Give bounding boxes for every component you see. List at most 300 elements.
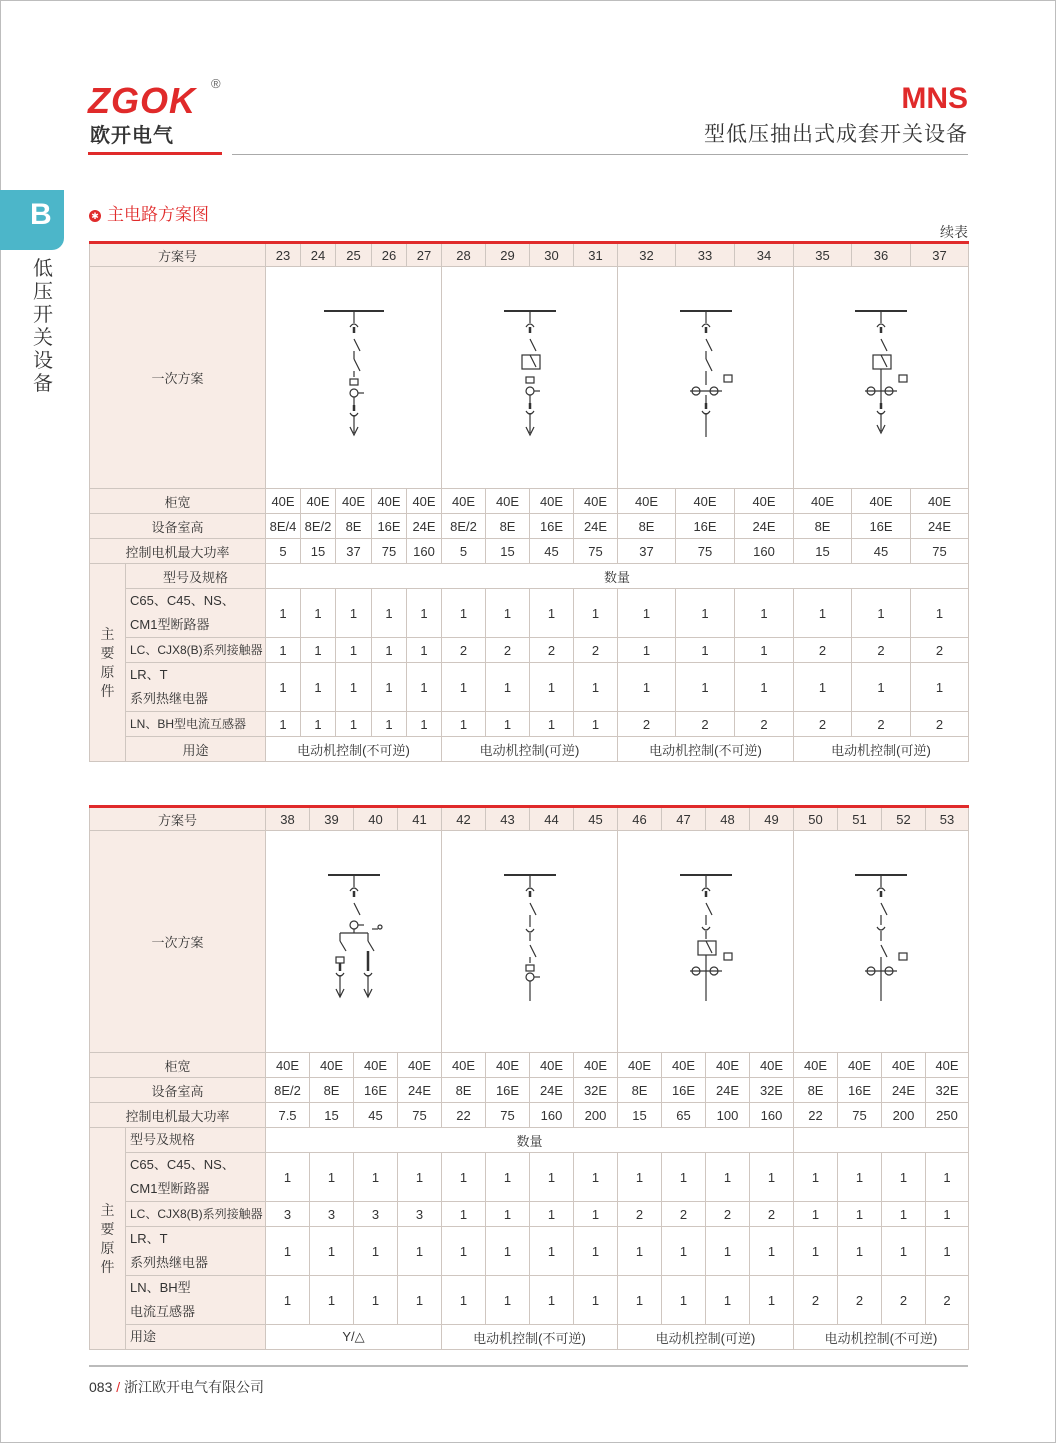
- scheme-no: 49: [750, 807, 794, 831]
- relay-qty: 1: [750, 1227, 794, 1276]
- contactor-qty: 1: [574, 1202, 618, 1227]
- breaker-qty: 1: [336, 589, 372, 638]
- scheme-table-1: [89, 241, 969, 762]
- ct-label: LN、BH型 电流互感器: [126, 1276, 266, 1325]
- scheme-no-label: 方案号: [90, 243, 266, 267]
- relay-qty: 1: [372, 663, 407, 712]
- room-height: 8E/2: [301, 514, 336, 539]
- room-height: 8E: [618, 514, 676, 539]
- cabinet-width: 40E: [882, 1053, 926, 1078]
- relay-qty: 1: [574, 663, 618, 712]
- max-power: 37: [618, 539, 676, 564]
- breaker-qty: 1: [574, 589, 618, 638]
- ct-qty: 2: [882, 1276, 926, 1325]
- relay-qty: 1: [486, 1227, 530, 1276]
- contactor-qty: 1: [794, 1202, 838, 1227]
- relay-qty: 1: [442, 1227, 486, 1276]
- cabinet-width: 40E: [794, 1053, 838, 1078]
- breaker-qty: 1: [750, 1153, 794, 1202]
- scheme-no: 41: [398, 807, 442, 831]
- contactor-qty: 1: [372, 638, 407, 663]
- room-height: 8E/2: [266, 1078, 310, 1103]
- page-number: 083: [89, 1379, 113, 1395]
- relay-qty: 1: [407, 663, 442, 712]
- contactor-qty: 1: [442, 1202, 486, 1227]
- room-height: 24E: [574, 514, 618, 539]
- relay-qty: 1: [301, 663, 336, 712]
- circuit-diagram-icon: [821, 867, 941, 1017]
- relay-qty: 1: [398, 1227, 442, 1276]
- room-height: 8E: [310, 1078, 354, 1103]
- breaker-qty: 1: [372, 589, 407, 638]
- cabinet-width: 40E: [852, 489, 911, 514]
- room-height: 16E: [530, 514, 574, 539]
- circuit-diagram-icon: [821, 303, 941, 453]
- room-height: 24E: [706, 1078, 750, 1103]
- circuit-diagram-h: [794, 831, 969, 1053]
- ct-qty: 2: [926, 1276, 969, 1325]
- contactor-qty: 1: [618, 638, 676, 663]
- usage-label: 用途: [126, 1325, 266, 1350]
- breaker-qty: 1: [882, 1153, 926, 1202]
- ct-qty: 1: [398, 1276, 442, 1325]
- scheme-no: 33: [676, 243, 735, 267]
- cabinet-width: 40E: [926, 1053, 969, 1078]
- contactor-qty: 1: [676, 638, 735, 663]
- cabinet-width: 40E: [301, 489, 336, 514]
- quantity-label: 数量: [266, 1128, 794, 1153]
- breaker-qty: 1: [310, 1153, 354, 1202]
- room-height: 32E: [574, 1078, 618, 1103]
- relay-qty: 1: [574, 1227, 618, 1276]
- scheme-no: 29: [486, 243, 530, 267]
- ct-qty: 1: [442, 1276, 486, 1325]
- relay-qty: 1: [794, 1227, 838, 1276]
- contactor-qty: 1: [926, 1202, 969, 1227]
- usage-value: 电动机控制(可逆): [794, 737, 969, 762]
- room-height: 24E: [882, 1078, 926, 1103]
- ct-qty: 1: [301, 712, 336, 737]
- breaker-qty: 1: [442, 1153, 486, 1202]
- contactor-qty: 1: [486, 1202, 530, 1227]
- cabinet-width: 40E: [266, 1053, 310, 1078]
- breaker-qty: 1: [662, 1153, 706, 1202]
- relay-qty: 1: [530, 663, 574, 712]
- ct-qty: 1: [266, 712, 301, 737]
- scheme-no: 37: [911, 243, 969, 267]
- max-power: 7.5: [266, 1103, 310, 1128]
- product-model: MNS: [901, 82, 968, 115]
- max-power: 15: [618, 1103, 662, 1128]
- cabinet-width: 40E: [530, 1053, 574, 1078]
- breaker-label: C65、C45、NS、 CM1型断路器: [126, 1153, 266, 1202]
- relay-label: LR、T 系列热继电器: [126, 663, 266, 712]
- max-power: 45: [530, 539, 574, 564]
- room-height: 16E: [486, 1078, 530, 1103]
- scheme-no: 48: [706, 807, 750, 831]
- breaker-qty: 1: [486, 589, 530, 638]
- max-power: 75: [486, 1103, 530, 1128]
- circuit-diagram-icon: [294, 303, 414, 453]
- max-power: 75: [911, 539, 969, 564]
- cabinet-width: 40E: [398, 1053, 442, 1078]
- registered-mark: ®: [211, 76, 221, 91]
- ct-qty: 1: [662, 1276, 706, 1325]
- relay-qty: 1: [706, 1227, 750, 1276]
- footer: [89, 1377, 264, 1397]
- breaker-qty: 1: [618, 1153, 662, 1202]
- room-height: 16E: [354, 1078, 398, 1103]
- scheme-no: 26: [372, 243, 407, 267]
- ct-qty: 2: [911, 712, 969, 737]
- max-power: 75: [574, 539, 618, 564]
- footer-divider: [89, 1365, 968, 1367]
- ct-qty: 2: [618, 712, 676, 737]
- ct-qty: 2: [735, 712, 794, 737]
- circuit-diagram-icon: [294, 867, 414, 1017]
- cabinet-width: 40E: [618, 489, 676, 514]
- contactor-qty: 2: [530, 638, 574, 663]
- cabinet-width: 40E: [662, 1053, 706, 1078]
- relay-qty: 1: [838, 1227, 882, 1276]
- max-power: 5: [266, 539, 301, 564]
- quantity-blank: [794, 1128, 969, 1153]
- room-height: 8E/2: [442, 514, 486, 539]
- breaker-qty: 1: [838, 1153, 882, 1202]
- circuit-diagram-g: [618, 831, 794, 1053]
- ct-qty: 1: [530, 712, 574, 737]
- scheme-no-label: 方案号: [90, 807, 266, 831]
- cabinet-width: 40E: [838, 1053, 882, 1078]
- breaker-qty: 1: [266, 1153, 310, 1202]
- cabinet-width: 40E: [676, 489, 735, 514]
- breaker-qty: 1: [794, 589, 852, 638]
- max-power: 22: [442, 1103, 486, 1128]
- continued-label: 续表: [940, 224, 968, 240]
- cabinet-width: 40E: [354, 1053, 398, 1078]
- room-height: 8E/4: [266, 514, 301, 539]
- contactor-qty: 2: [852, 638, 911, 663]
- footer-separator: /: [116, 1379, 121, 1395]
- contactor-qty: 1: [301, 638, 336, 663]
- relay-qty: 1: [794, 663, 852, 712]
- section-title: ✱ 主电路方案图: [89, 200, 209, 225]
- circuit-diagram-icon: [470, 303, 590, 453]
- cabinet-width: 40E: [735, 489, 794, 514]
- room-height: 24E: [530, 1078, 574, 1103]
- scheme-table-2: [89, 805, 969, 1350]
- scheme-no: 38: [266, 807, 310, 831]
- scheme-no: 25: [336, 243, 372, 267]
- scheme-no: 31: [574, 243, 618, 267]
- primary-scheme-label: 一次方案: [90, 267, 266, 489]
- max-power-label: 控制电机最大功率: [90, 539, 266, 564]
- circuit-diagram-icon: [470, 867, 590, 1017]
- cabinet-width: 40E: [442, 1053, 486, 1078]
- contactor-qty: 2: [662, 1202, 706, 1227]
- room-height: 16E: [852, 514, 911, 539]
- contactor-qty: 2: [618, 1202, 662, 1227]
- header-divider: [232, 154, 968, 155]
- breaker-qty: 1: [530, 1153, 574, 1202]
- cabinet-width-label: 柜宽: [90, 1053, 266, 1078]
- scheme-no: 51: [838, 807, 882, 831]
- breaker-qty: 1: [354, 1153, 398, 1202]
- relay-qty: 1: [486, 663, 530, 712]
- max-power: 22: [794, 1103, 838, 1128]
- relay-qty: 1: [926, 1227, 969, 1276]
- ct-qty: 1: [706, 1276, 750, 1325]
- section-tab-text: 低压开关设备: [33, 258, 53, 395]
- circuit-diagram-d: [794, 267, 969, 489]
- scheme-no: 50: [794, 807, 838, 831]
- breaker-qty: 1: [301, 589, 336, 638]
- max-power: 75: [838, 1103, 882, 1128]
- max-power: 65: [662, 1103, 706, 1128]
- scheme-no: 47: [662, 807, 706, 831]
- contactor-qty: 1: [266, 638, 301, 663]
- cabinet-width: 40E: [911, 489, 969, 514]
- cabinet-width: 40E: [706, 1053, 750, 1078]
- room-height: 8E: [336, 514, 372, 539]
- room-height: 24E: [407, 514, 442, 539]
- circuit-diagram-b: [442, 267, 618, 489]
- breaker-qty: 1: [486, 1153, 530, 1202]
- ct-qty: 2: [794, 712, 852, 737]
- ct-qty: 1: [486, 1276, 530, 1325]
- usage-value: 电动机控制(不可逆): [794, 1325, 969, 1350]
- contactor-qty: 2: [486, 638, 530, 663]
- relay-qty: 1: [442, 663, 486, 712]
- ct-qty: 1: [618, 1276, 662, 1325]
- quantity-label: 数量: [266, 564, 969, 589]
- max-power: 37: [336, 539, 372, 564]
- scheme-no: 44: [530, 807, 574, 831]
- breaker-qty: 1: [398, 1153, 442, 1202]
- breaker-qty: 1: [266, 589, 301, 638]
- relay-qty: 1: [266, 1227, 310, 1276]
- main-parts-label: 主要原件: [90, 564, 126, 762]
- contactor-label: LC、CJX8(B)系列接触器: [126, 1202, 266, 1227]
- scheme-no: 45: [574, 807, 618, 831]
- max-power-label: 控制电机最大功率: [90, 1103, 266, 1128]
- contactor-qty: 3: [266, 1202, 310, 1227]
- cabinet-width: 40E: [574, 489, 618, 514]
- scheme-no: 42: [442, 807, 486, 831]
- max-power: 160: [735, 539, 794, 564]
- max-power: 200: [882, 1103, 926, 1128]
- ct-qty: 2: [794, 1276, 838, 1325]
- contactor-qty: 3: [354, 1202, 398, 1227]
- room-height: 24E: [735, 514, 794, 539]
- relay-qty: 1: [618, 663, 676, 712]
- ct-label: LN、BH型电流互感器: [126, 712, 266, 737]
- breaker-qty: 1: [676, 589, 735, 638]
- scheme-no: 34: [735, 243, 794, 267]
- contactor-qty: 1: [882, 1202, 926, 1227]
- room-height: 16E: [662, 1078, 706, 1103]
- contactor-qty: 1: [838, 1202, 882, 1227]
- relay-qty: 1: [911, 663, 969, 712]
- cabinet-width: 40E: [750, 1053, 794, 1078]
- ct-qty: 2: [838, 1276, 882, 1325]
- max-power: 160: [407, 539, 442, 564]
- breaker-qty: 1: [574, 1153, 618, 1202]
- scheme-no: 53: [926, 807, 969, 831]
- max-power: 5: [442, 539, 486, 564]
- relay-qty: 1: [618, 1227, 662, 1276]
- ct-qty: 1: [407, 712, 442, 737]
- max-power: 160: [530, 1103, 574, 1128]
- room-height-label: 设备室高: [90, 514, 266, 539]
- contactor-qty: 1: [735, 638, 794, 663]
- relay-qty: 1: [310, 1227, 354, 1276]
- section-tab-letter: B: [30, 198, 52, 231]
- ct-qty: 1: [442, 712, 486, 737]
- breaker-qty: 1: [794, 1153, 838, 1202]
- company-name: 浙江欧开电气有限公司: [124, 1379, 265, 1395]
- max-power: 45: [354, 1103, 398, 1128]
- breaker-qty: 1: [852, 589, 911, 638]
- relay-label: LR、T 系列热继电器: [126, 1227, 266, 1276]
- contactor-qty: 2: [794, 638, 852, 663]
- cabinet-width: 40E: [530, 489, 574, 514]
- product-subtitle: 型低压抽出式成套开关设备: [704, 123, 968, 146]
- relay-qty: 1: [882, 1227, 926, 1276]
- contactor-qty: 3: [398, 1202, 442, 1227]
- max-power: 250: [926, 1103, 969, 1128]
- usage-value: 电动机控制(可逆): [442, 737, 618, 762]
- relay-qty: 1: [266, 663, 301, 712]
- circuit-diagram-f: [442, 831, 618, 1053]
- scheme-no: 43: [486, 807, 530, 831]
- breaker-qty: 1: [407, 589, 442, 638]
- relay-qty: 1: [530, 1227, 574, 1276]
- contactor-qty: 1: [407, 638, 442, 663]
- logo-underline: [88, 152, 222, 155]
- ct-qty: 2: [676, 712, 735, 737]
- max-power: 15: [301, 539, 336, 564]
- cabinet-width: 40E: [486, 1053, 530, 1078]
- room-height: 8E: [618, 1078, 662, 1103]
- max-power: 15: [486, 539, 530, 564]
- ct-qty: 1: [372, 712, 407, 737]
- ct-qty: 1: [486, 712, 530, 737]
- contactor-qty: 2: [750, 1202, 794, 1227]
- scheme-no: 36: [852, 243, 911, 267]
- max-power: 160: [750, 1103, 794, 1128]
- room-height: 8E: [486, 514, 530, 539]
- room-height: 24E: [398, 1078, 442, 1103]
- breaker-qty: 1: [926, 1153, 969, 1202]
- circuit-diagram-icon: [646, 867, 766, 1017]
- ct-qty: 1: [310, 1276, 354, 1325]
- relay-qty: 1: [336, 663, 372, 712]
- circuit-diagram-c: [618, 267, 794, 489]
- usage-value: 电动机控制(不可逆): [266, 737, 442, 762]
- cabinet-width: 40E: [310, 1053, 354, 1078]
- scheme-no: 23: [266, 243, 301, 267]
- breaker-qty: 1: [735, 589, 794, 638]
- max-power: 45: [852, 539, 911, 564]
- contactor-qty: 2: [706, 1202, 750, 1227]
- cabinet-width-label: 柜宽: [90, 489, 266, 514]
- breaker-qty: 1: [530, 589, 574, 638]
- cabinet-width: 40E: [407, 489, 442, 514]
- contactor-qty: 2: [911, 638, 969, 663]
- cabinet-width: 40E: [442, 489, 486, 514]
- contactor-label: LC、CJX8(B)系列接触器: [126, 638, 266, 663]
- contactor-qty: 1: [336, 638, 372, 663]
- room-height: 8E: [794, 514, 852, 539]
- relay-qty: 1: [735, 663, 794, 712]
- breaker-qty: 1: [911, 589, 969, 638]
- ct-qty: 2: [852, 712, 911, 737]
- main-parts-label: 主要原件: [90, 1128, 126, 1350]
- scheme-no: 28: [442, 243, 486, 267]
- usage-label: 用途: [126, 737, 266, 762]
- usage-value: Y/△: [266, 1325, 442, 1350]
- scheme-no: 39: [310, 807, 354, 831]
- scheme-no: 30: [530, 243, 574, 267]
- max-power: 75: [398, 1103, 442, 1128]
- scheme-no: 52: [882, 807, 926, 831]
- room-height: 16E: [372, 514, 407, 539]
- model-spec-label: 型号及规格: [126, 1128, 266, 1153]
- max-power: 75: [372, 539, 407, 564]
- max-power: 15: [794, 539, 852, 564]
- circuit-diagram-e: [266, 831, 442, 1053]
- breaker-label: C65、C45、NS、 CM1型断路器: [126, 589, 266, 638]
- usage-value: 电动机控制(可逆): [618, 1325, 794, 1350]
- usage-value: 电动机控制(不可逆): [442, 1325, 618, 1350]
- max-power: 15: [310, 1103, 354, 1128]
- ct-qty: 1: [354, 1276, 398, 1325]
- brand-logo: ZGOK: [88, 80, 196, 121]
- room-height: 24E: [911, 514, 969, 539]
- room-height: 32E: [750, 1078, 794, 1103]
- cabinet-width: 40E: [486, 489, 530, 514]
- breaker-qty: 1: [618, 589, 676, 638]
- model-spec-label: 型号及规格: [126, 564, 266, 589]
- room-height: 8E: [794, 1078, 838, 1103]
- room-height: 8E: [442, 1078, 486, 1103]
- scheme-no: 24: [301, 243, 336, 267]
- scheme-no: 32: [618, 243, 676, 267]
- cabinet-width: 40E: [794, 489, 852, 514]
- cabinet-width: 40E: [266, 489, 301, 514]
- relay-qty: 1: [676, 663, 735, 712]
- room-height: 32E: [926, 1078, 969, 1103]
- ct-qty: 1: [530, 1276, 574, 1325]
- scheme-no: 46: [618, 807, 662, 831]
- primary-scheme-label: 一次方案: [90, 831, 266, 1053]
- scheme-no: 27: [407, 243, 442, 267]
- cabinet-width: 40E: [574, 1053, 618, 1078]
- ct-qty: 1: [750, 1276, 794, 1325]
- relay-qty: 1: [852, 663, 911, 712]
- cabinet-width: 40E: [336, 489, 372, 514]
- cabinet-width: 40E: [372, 489, 407, 514]
- max-power: 100: [706, 1103, 750, 1128]
- scheme-no: 35: [794, 243, 852, 267]
- bullet-icon: ✱: [89, 210, 101, 222]
- contactor-qty: 3: [310, 1202, 354, 1227]
- breaker-qty: 1: [442, 589, 486, 638]
- brand-name-cn: 欧开电气: [90, 125, 174, 147]
- room-height: 16E: [838, 1078, 882, 1103]
- room-height: 16E: [676, 514, 735, 539]
